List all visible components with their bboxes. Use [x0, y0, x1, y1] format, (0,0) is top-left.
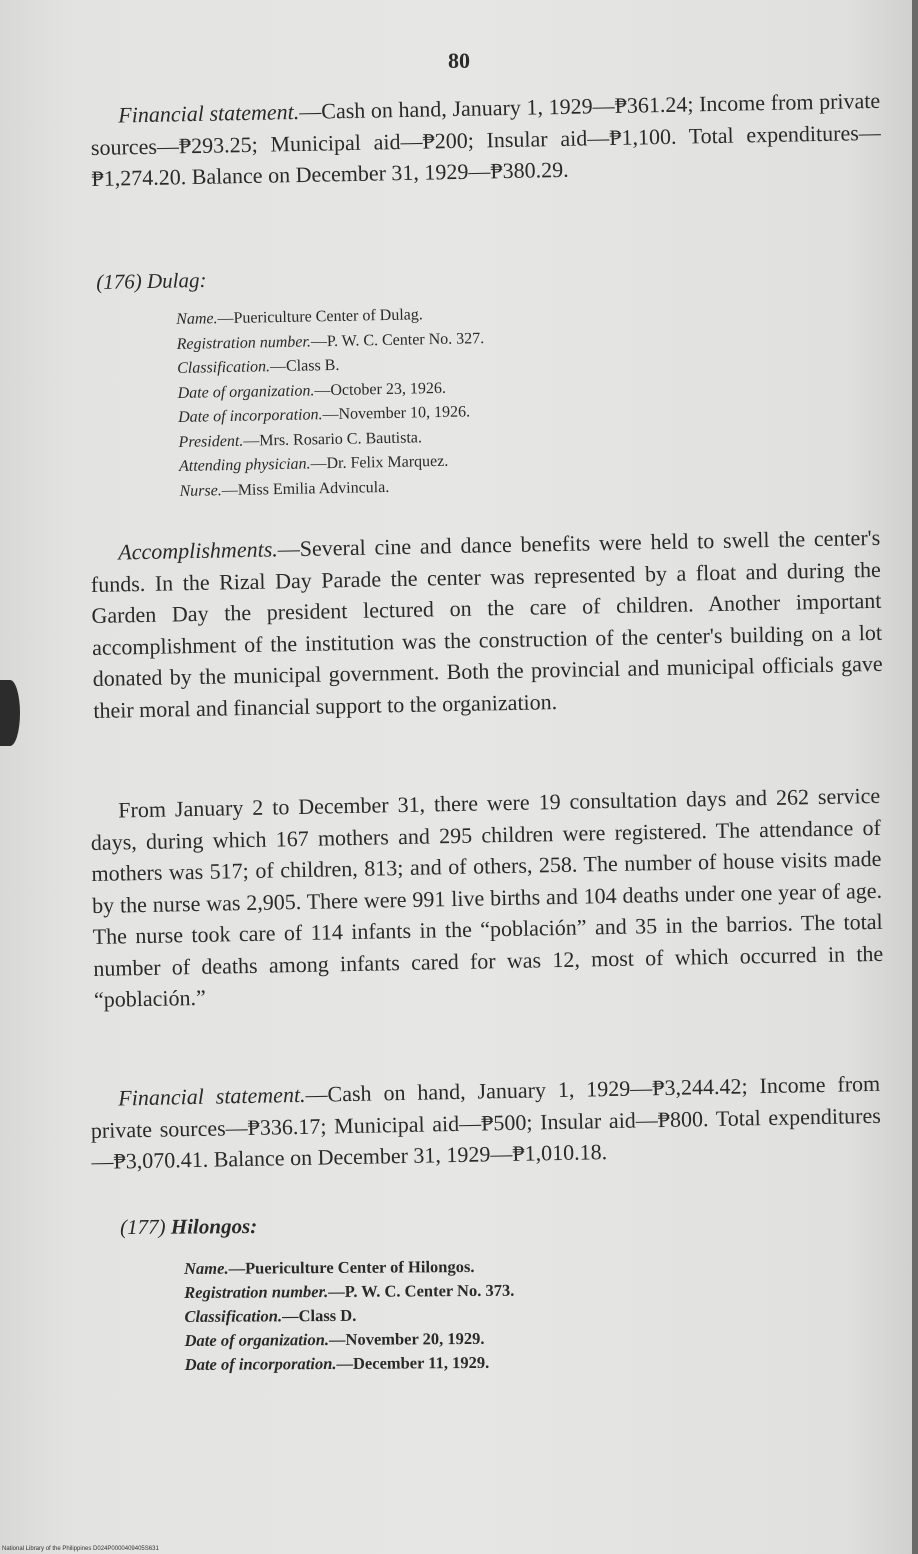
detail-value: —October 23, 1926. — [314, 379, 447, 399]
financial-statement-text: —Cash on hand, January 1, 1929—₱3,244.42; Income from private sources—₱336.17; Municipal aid—₱500; Insular aid—₱800. Total expenditures—₱3,070.41. Balance on December 31, 1929—₱1,010.18. — [90, 1070, 881, 1174]
detail-row-organization — [185, 1327, 515, 1353]
detail-key: Name. — [176, 310, 218, 328]
detail-key: Classification. — [176, 358, 271, 377]
detail-key: Date of incorporation. — [184, 1353, 337, 1374]
detail-key: Date of incorporation. — [177, 406, 323, 426]
detail-value: —November 20, 1929. — [328, 1328, 485, 1349]
detail-key: Registration number. — [176, 332, 312, 353]
ink-blot — [0, 680, 20, 746]
accomplishments-text: —Several cine and dance benefits were held to swell the center's funds. In the Rizal Day Parade the center was represented by a float and during the Garden Day the president lectured on the care of children. Another important accomplishment of the institution was the construction of the center's building on a lot donated by the municipal government. Both the provincial and municipal officials gave their moral and financial support to the organization. — [90, 524, 883, 723]
detail-value: —P. W. C. Center No. 327. — [310, 329, 485, 350]
detail-value: —Class B. — [269, 356, 340, 376]
detail-key: Attending physician. — [178, 455, 311, 475]
financial-statement-label: Financial statement. — [118, 98, 300, 128]
detail-key: Nurse. — [179, 481, 222, 500]
detail-value: —Mrs. Rosario C. Bautista. — [243, 428, 423, 450]
detail-value: —Dr. Felix Marquez. — [310, 452, 449, 473]
detail-value: —Puericulture Center of Dulag. — [217, 306, 423, 328]
detail-row-registration — [184, 1279, 514, 1305]
section-number: (177) — [120, 1214, 166, 1239]
section-heading-hilongos — [120, 1214, 257, 1240]
dulag-details — [176, 302, 487, 504]
accomplishments-label: Accomplishments. — [118, 536, 278, 565]
detail-value: —P. W. C. Center No. 373. — [328, 1280, 515, 1301]
detail-key: Classification. — [184, 1306, 283, 1326]
detail-row-classification — [184, 1303, 514, 1329]
financial-statement-2 — [90, 1068, 882, 1178]
page-edge-shadow — [912, 0, 918, 1554]
accomplishments-paragraph — [90, 522, 883, 726]
detail-value: —Puericulture Center of Hilongos. — [228, 1256, 475, 1278]
statistics-paragraph — [90, 780, 884, 1016]
detail-key: Registration number. — [184, 1281, 329, 1302]
detail-row-incorporation — [185, 1351, 515, 1377]
page-number: 80 — [448, 48, 470, 73]
detail-value: —Miss Emilia Advincula. — [221, 478, 390, 499]
statistics-text: From January 2 to December 31, there were 19 consultation days and 262 service days, during which 167 mothers and 295 children were registered. The attendance of mothers was 517; of children, 813; and of others, 258. The number of house visits made by the nurse was 2,905. There were 991 live births and 104 deaths under one year of age. The nurse took care of 114 infants in the “población” and 35 in the barrios. The total number of deaths among infants cared for was 12, most of which occurred in the “población.” — [90, 782, 884, 1012]
section-title: Dulag: — [146, 267, 207, 294]
detail-key: President. — [178, 432, 244, 451]
financial-statement-text: —Cash on hand, January 1, 1929—₱361.24; Income from private sources—₱293.25; Municipal aid—₱200; Insular aid—₱1,100. Total expenditures—₱1,274.20. Balance on December 31, 1929—₱380.29. — [90, 87, 881, 191]
hilongos-details — [184, 1255, 515, 1377]
detail-row-nurse — [179, 474, 487, 504]
section-number: (176) — [96, 269, 142, 294]
detail-value: —December 11, 1929. — [336, 1352, 490, 1373]
detail-value: —Class D. — [281, 1305, 357, 1326]
detail-key: Name. — [184, 1258, 229, 1278]
detail-key: Date of organization. — [177, 381, 315, 402]
section-title: Hilongos: — [170, 1214, 258, 1239]
detail-row-name — [184, 1255, 514, 1281]
detail-key: Date of organization. — [184, 1329, 330, 1350]
financial-statement-label: Financial statement. — [118, 1081, 306, 1111]
scan-footer: National Library of the Philippines D024P0000409405S631 — [2, 1546, 159, 1552]
financial-statement-1 — [90, 85, 882, 195]
section-heading-dulag — [96, 268, 207, 295]
detail-value: —November 10, 1926. — [322, 403, 471, 424]
